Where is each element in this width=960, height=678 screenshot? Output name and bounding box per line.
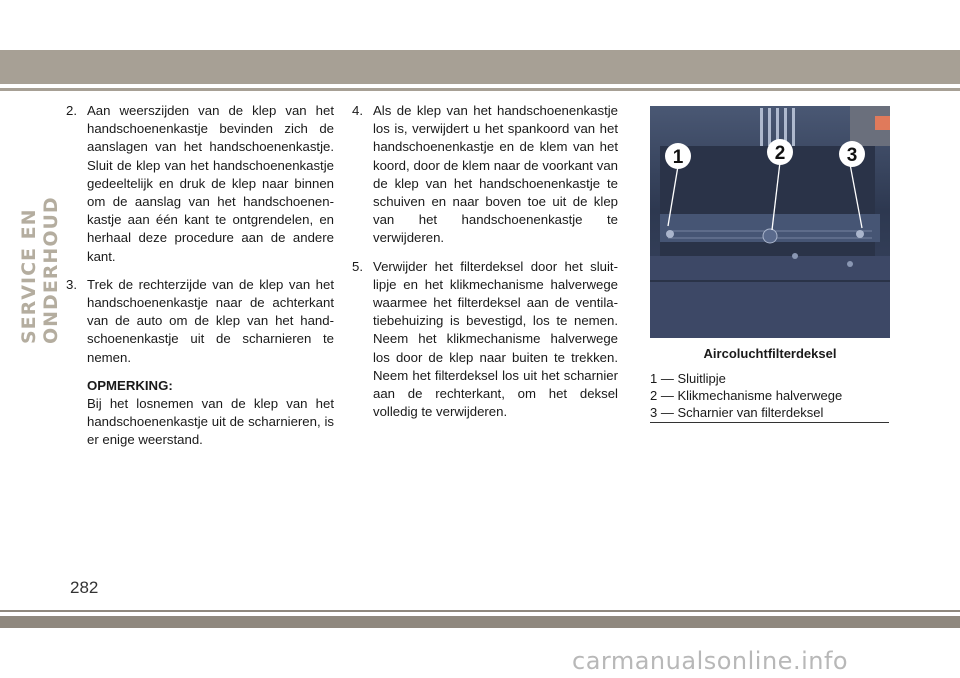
callout-2: 2 [774,143,786,164]
step-item: 2. Aan weerszijden van de klep van het handschoenenkastje bevinden zich de aanslagen van het handschoenenkastje. Sluit de klep van het handschoenenkastje gedeeltelijk en druk de klep naar binnen om de aanslag van het handschoenen-kastje aan één kant te ontgrendelen, en herhaal deze procedure aan de andere kant. [66,103,334,264]
legend-item: 3 — Scharnier van filterdeksel [650,405,824,420]
step-item: 5. Verwijder het filterdeksel door het sluit-lipje en het klikmechanisme halverwege waarmee het filterdeksel aan de ventila-tiebehuizing is bevestigd, los te nemen. Neem het klikmechanisme halverwege los door de klep naar buiten te trekken. Neem het filterdeksel los uit het scharnier aan de rechterkant, om het deksel volledig te verwijderen. [352,258,618,420]
text-column-left [66,102,334,450]
legend-item: 1 — Sluitlipje [650,371,726,386]
note-block [66,377,334,450]
step-item: 4. Als de klep van het handschoenenkastje los is, verwijdert u het spankoord van het handschoenenkastje en de klem van het koord, door de klem naar de voorkant van de klep van het handschoenenkastje te schuiven en naar boven toe uit de klep van het handschoenenkastje te verwijderen. [352,103,618,246]
callout-3: 3 [846,145,858,166]
watermark-link[interactable]: carmanualsonline.info [572,647,849,675]
note-text: Bij het losnemen van de klep van het handschoenenkastje uit de scharnieren, is er enige weerstand. [87,396,334,448]
section-title: SERVICE EN ONDERHOUD [18,196,62,344]
step-item: 3. Trek de rechterzijde van de klep van het handschoenenkastje naar de achterkant van de auto om de klep van het hand-schoenenkastje uit de scharnieren te nemen. [66,276,334,365]
callout-1: 1 [672,147,684,168]
note-title: OPMERKING: [87,377,173,393]
legend-rule [650,422,889,423]
page-number: 282 [70,578,99,597]
legend-item: 2 — Klikmechanisme halverwege [650,388,843,403]
filter-cover-photo [650,106,890,338]
figure-legend [650,370,890,421]
text-column-middle [352,102,618,431]
footer-rule [0,610,960,612]
footer-band [0,616,960,628]
figure-caption: Aircoluchtfilterdeksel [703,346,837,361]
header-rule [0,88,960,91]
header-band [0,50,960,84]
